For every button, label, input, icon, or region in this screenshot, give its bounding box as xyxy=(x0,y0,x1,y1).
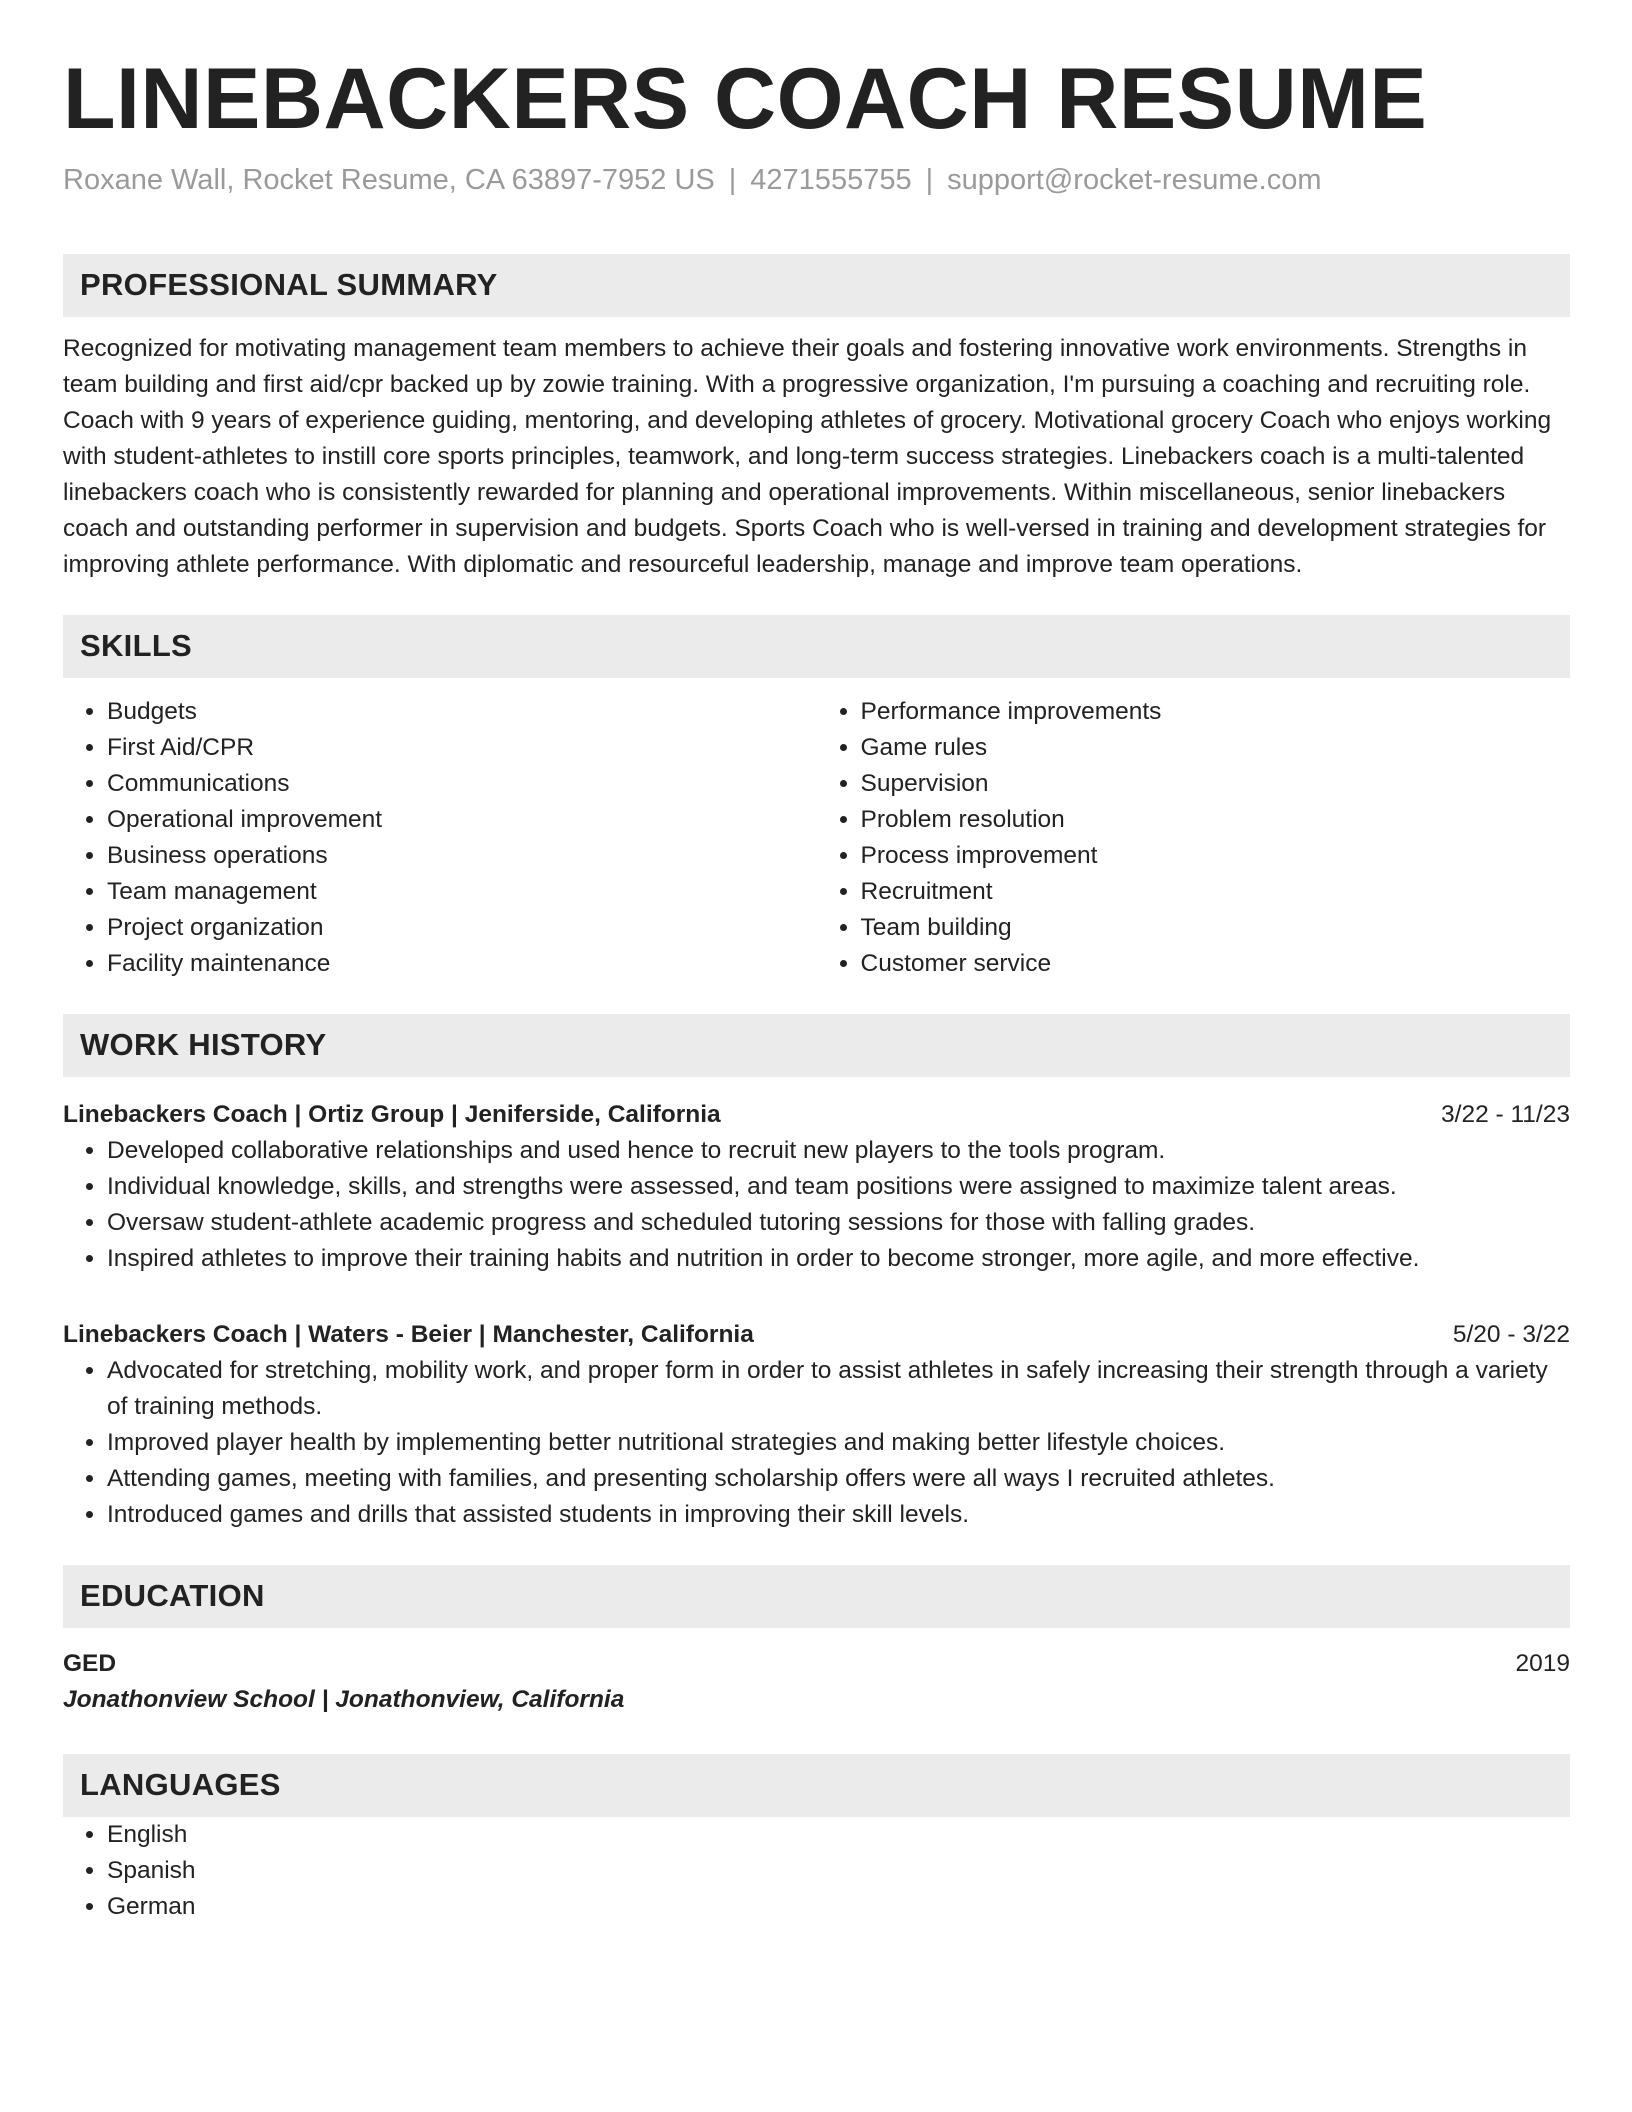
skill-item: • Recruitment xyxy=(861,874,1571,910)
job-bullet: • Individual knowledge, skills, and strengths were assessed, and team positions were assigned to maximize talent areas. xyxy=(107,1169,1570,1205)
skill-item: • Process improvement xyxy=(861,838,1571,874)
contact-separator: | xyxy=(728,164,737,197)
section-heading-education: EDUCATION xyxy=(63,1565,1570,1628)
education-header xyxy=(63,1646,1570,1682)
job-bullets xyxy=(63,1353,1570,1533)
job-spacer xyxy=(63,1277,1570,1297)
skill-item: • Business operations xyxy=(107,838,817,874)
job-bullet: • Oversaw student-athlete academic progress and scheduled tutoring sessions for those with falling grades. xyxy=(107,1205,1570,1241)
education-year: 2019 xyxy=(1515,1649,1570,1677)
education-degree: GED xyxy=(63,1649,117,1677)
job-bullet: • Developed collaborative relationships and used hence to recruit new players to the tools program. xyxy=(107,1133,1570,1169)
languages-list xyxy=(63,1817,1570,1925)
skill-item: • Operational improvement xyxy=(107,802,817,838)
language-item: • German xyxy=(107,1889,1570,1925)
skill-item: • Communications xyxy=(107,766,817,802)
job-title: Linebackers Coach | Waters - Beier | Manchester, California xyxy=(63,1320,754,1348)
skills-column-left xyxy=(63,694,817,982)
section-heading-languages: LANGUAGES xyxy=(63,1754,1570,1817)
skills-column-right xyxy=(817,694,1571,982)
job-title: Linebackers Coach | Ortiz Group | Jeniferside, California xyxy=(63,1100,721,1128)
skill-item: • Problem resolution xyxy=(861,802,1571,838)
job-bullet: • Attending games, meeting with families, and presenting scholarship offers were all ways I recruited athletes. xyxy=(107,1461,1570,1497)
summary-text: Recognized for motivating management team members to achieve their goals and fostering innovative work environments. Strengths in team building and first aid/cpr backed up by zowie training. With a progressive organization, I'm pursuing a coaching and recruiting role. Coach with 9 years of experience guiding, mentoring, and developing athletes of grocery. Motivational grocery Coach who enjoys working with student-athletes to instill core sports principles, teamwork, and long-term success strategies. Linebackers coach is a multi-talented linebackers coach who is consistently rewarded for planning and operational improvements. Within miscellaneous, senior linebackers coach and outstanding performer in supervision and budgets. Sports Coach who is well-versed in training and development strategies for improving athlete performance. With diplomatic and resourceful leadership, manage and improve team operations. xyxy=(63,334,1552,578)
contact-address: Roxane Wall, Rocket Resume, CA 63897-7952 US xyxy=(63,164,715,197)
job-dates: 5/20 - 3/22 xyxy=(1452,1320,1570,1348)
job-bullet: • Improved player health by implementing better nutritional strategies and making better lifestyle choices. xyxy=(107,1425,1570,1461)
skill-item: • Customer service xyxy=(861,946,1571,982)
job-bullet: • Advocated for stretching, mobility work, and proper form in order to assist athletes in safely increasing their strength through a variety of training methods. xyxy=(107,1353,1570,1425)
contact-separator: | xyxy=(925,164,934,197)
skill-item: • Project organization xyxy=(107,910,817,946)
skill-item: • Game rules xyxy=(861,730,1571,766)
skill-item: • Budgets xyxy=(107,694,817,730)
skill-item: • First Aid/CPR xyxy=(107,730,817,766)
education-school: Jonathonview School | Jonathonview, California xyxy=(63,1685,625,1713)
skill-item: • Team building xyxy=(861,910,1571,946)
language-item: • English xyxy=(107,1817,1570,1853)
skills-list xyxy=(63,694,1570,982)
section-heading-work-history: WORK HISTORY xyxy=(63,1014,1570,1077)
job-bullets xyxy=(63,1133,1570,1277)
contact-email: support@rocket-resume.com xyxy=(947,164,1322,197)
skill-item: • Facility maintenance xyxy=(107,946,817,982)
section-heading-skills: SKILLS xyxy=(63,615,1570,678)
resume-title: LINEBACKERS COACH RESUME xyxy=(63,51,1428,147)
job-header xyxy=(63,1097,1570,1133)
language-item: • Spanish xyxy=(107,1853,1570,1889)
contact-line xyxy=(63,162,1570,200)
skill-item: • Team management xyxy=(107,874,817,910)
job-bullet: • Inspired athletes to improve their training habits and nutrition in order to become stronger, more agile, and more effective. xyxy=(107,1241,1570,1277)
job-dates: 3/22 - 11/23 xyxy=(1441,1100,1570,1128)
skill-item: • Performance improvements xyxy=(861,694,1571,730)
job-header xyxy=(63,1317,1570,1353)
section-heading-summary: PROFESSIONAL SUMMARY xyxy=(63,254,1570,317)
job-bullet: • Introduced games and drills that assisted students in improving their skill levels. xyxy=(107,1497,1570,1533)
contact-phone: 4271555755 xyxy=(750,164,912,197)
skill-item: • Supervision xyxy=(861,766,1571,802)
